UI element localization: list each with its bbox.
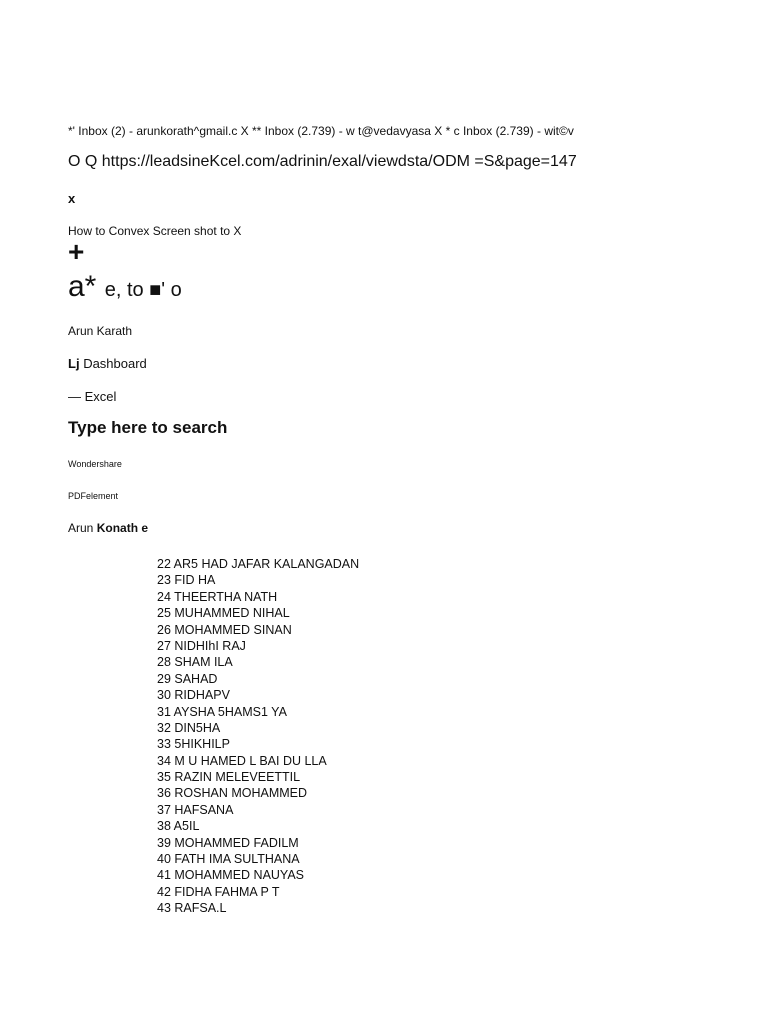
user-name-2 [68, 522, 148, 534]
list-item: 22 AR5 HAD JAFAR KALANGADAN [157, 557, 360, 571]
user2-last-name: Konath e [96, 521, 149, 535]
list-item: 42 FIDHA FAHMA P T [157, 884, 280, 899]
excel-app-label[interactable]: — Excel [68, 389, 117, 404]
user2-first-name: Arun [68, 521, 94, 535]
list-item: 29 SAHAD [157, 671, 218, 686]
list-item: 41 MOHAMMED NAUYAS [157, 868, 305, 883]
list-item: 39 MOHAMMED FADILM [157, 835, 299, 850]
dashboard-link[interactable] [68, 357, 147, 370]
list-item: 36 ROSHAN MOHAMMED [157, 786, 308, 801]
list-item: 27 NIDHIhI RAJ [157, 638, 246, 653]
list-item: 38 A5IL [157, 819, 200, 834]
list-item: 37 HAFSANA [157, 802, 234, 817]
taskbar-search[interactable]: Type here to search [68, 418, 228, 437]
student-list [157, 556, 359, 917]
list-item: 31 AYSHA 5HAMS1 YA [157, 704, 287, 719]
list-item: 33 5HIKHILP [157, 737, 230, 752]
browser-toolbar [68, 272, 182, 302]
list-item: 34 M U HAMED L BAI DU LLA [157, 753, 327, 768]
pdfelement-label[interactable]: PDFelement [68, 491, 119, 501]
list-item: 40 FATH IMA SULTHANA [157, 852, 300, 867]
list-item: 32 DIN5HA [157, 720, 221, 735]
list-item: 26 MOHAMMED SINAN [157, 622, 292, 637]
wondershare-label[interactable]: Wondershare [68, 459, 122, 469]
close-icon[interactable]: x [68, 191, 76, 206]
list-item: 30 RIDHAPV [157, 688, 230, 703]
list-item: 43 RAFSA.L [157, 901, 227, 916]
address-bar-url[interactable]: O Q https://leadsineKcel.com/adrinin/exal/viewdsta/ODM =S&page=147 [68, 153, 577, 170]
list-item: 24 THEERTHA NATH [157, 589, 278, 604]
list-item: 23 FID HA [157, 573, 216, 588]
dashboard-icon: Lj [68, 356, 80, 371]
browser-tabs-text[interactable]: *' Inbox (2) - arunkorath^gmail.c X ** Inbox (2.739) - w t@vedavyasa X * c Inbox (2.739) - wit©v [68, 124, 574, 138]
dashboard-label: Dashboard [83, 356, 147, 371]
user-name: Arun Karath [68, 324, 133, 338]
list-item: 35 RAZIN MELEVEETTIL [157, 770, 301, 785]
toolbar-actions[interactable]: e, to ■' o [104, 279, 182, 301]
list-item: 25 MUHAMMED NIHAL [157, 606, 290, 621]
list-item: 28 SHAM ILA [157, 655, 233, 670]
tab-convert-screenshot[interactable]: How to Convex Screen shot to X [68, 224, 242, 238]
new-tab-icon[interactable]: + [68, 236, 85, 267]
toolbar-font-icon[interactable]: a* [68, 270, 97, 303]
